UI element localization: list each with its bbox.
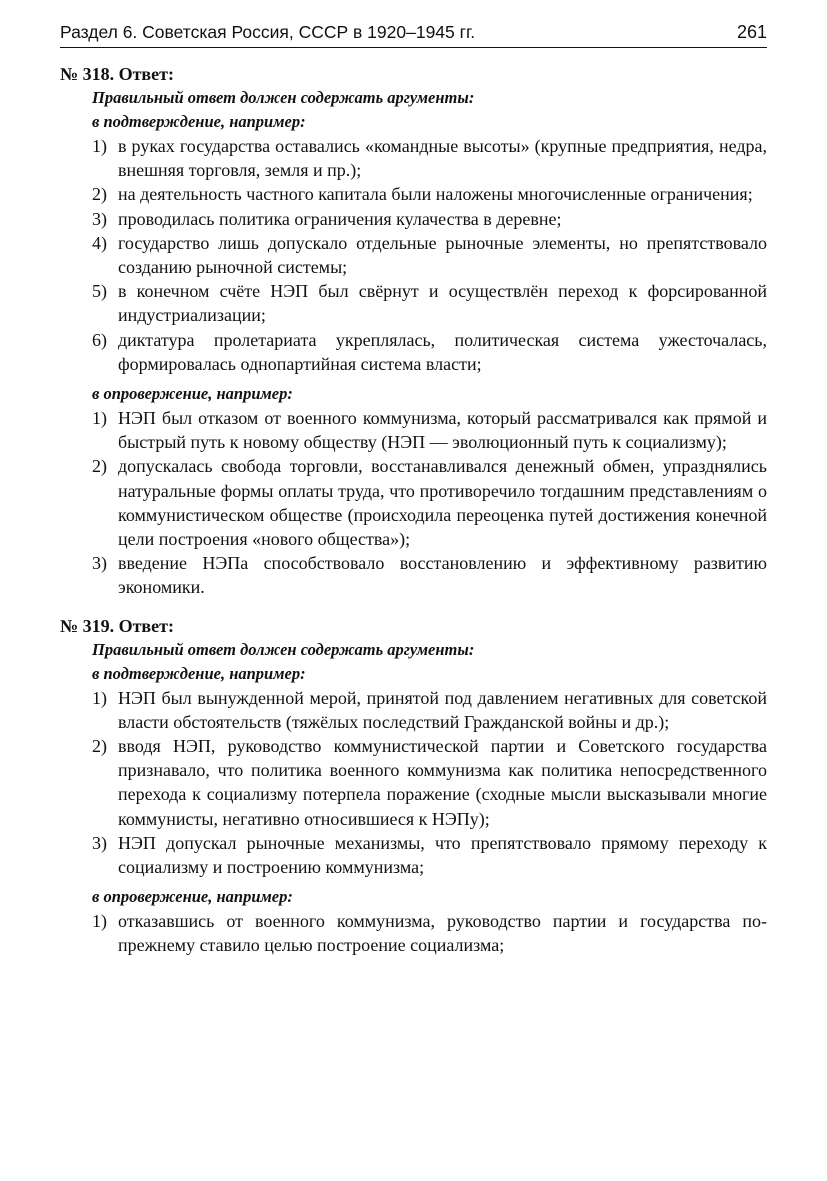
confirm-list <box>60 686 767 880</box>
list-item <box>92 686 767 734</box>
answer-intro: Правильный ответ должен содержать аргументы: <box>92 639 475 659</box>
item-number: 1) <box>92 408 107 429</box>
page-number: 261 <box>736 22 767 42</box>
item-number: 3) <box>92 832 107 853</box>
item-number: 3) <box>92 553 107 574</box>
list-item <box>92 734 767 831</box>
item-text: в руках государства оставались «командные высоты» (крупные предприятия, недра, внешняя торговля, земля и пр.); <box>118 136 767 181</box>
item-number: 3) <box>92 208 107 229</box>
list-item <box>92 909 767 957</box>
item-number: 1) <box>92 687 107 708</box>
answer-318 <box>60 62 767 600</box>
item-text: диктатура пролетариата укреплялась, политическая система ужесточалась, формировалась однопартийная система власти; <box>118 329 767 374</box>
confirm-label: в подтверждение, например: <box>92 663 306 683</box>
list-item <box>92 231 767 279</box>
item-text: НЭП допускал рыночные механизмы, что препятствовало прямому переходу к социализму и построению коммунизма; <box>118 832 767 878</box>
refute-label: в опровержение, например: <box>92 384 293 404</box>
item-number: 5) <box>92 281 107 302</box>
answer-title: № 319. Ответ: <box>60 615 174 636</box>
item-text: на деятельность частного капитала были наложены многочисленные ограничения; <box>118 184 753 205</box>
section-title: Раздел 6. Советская Россия, СССР в 1920–1945 гг. <box>60 22 476 42</box>
running-header <box>60 22 767 48</box>
item-number: 4) <box>92 232 107 253</box>
item-text: НЭП был отказом от военного коммунизма, который рассматривался как прямой и быстрый путь к новому обществу (НЭП — эволюционный путь к социализму); <box>118 408 767 453</box>
list-item <box>92 406 767 454</box>
list-item <box>92 279 767 327</box>
list-item <box>92 134 767 182</box>
list-item <box>92 182 767 206</box>
answer-title: № 318. Ответ: <box>60 64 174 84</box>
item-number: 2) <box>92 184 107 205</box>
list-item <box>92 328 767 376</box>
item-text: вводя НЭП, руководство коммунистической партии и Советского государства признавало, что политика военного коммунизма как политика непосредственного перехода к социализму потерпела поражение (сходные мысли высказывали многие коммунисты, негативно относившиеся к НЭПу); <box>118 736 767 829</box>
item-number: 1) <box>92 911 107 932</box>
item-number: 1) <box>92 136 107 156</box>
list-item <box>92 551 767 599</box>
item-number: 6) <box>92 329 107 350</box>
answer-intro: Правильный ответ должен содержать аргументы: <box>92 88 475 107</box>
item-text: отказавшись от военного коммунизма, руководство партии и государства по-прежнему ставило целью построение социализма; <box>118 911 767 956</box>
item-text: государство лишь допускало отдельные рыночные элементы, но препятствовало созданию рыночной системы; <box>118 232 767 278</box>
item-number: 2) <box>92 456 107 477</box>
list-item <box>92 207 767 231</box>
answer-319 <box>60 614 767 958</box>
item-text: проводилась политика ограничения кулачества в деревне; <box>118 208 562 229</box>
refute-label: в опровержение, например: <box>92 887 293 907</box>
item-text: в конечном счёте НЭП был свёрнут и осуществлён переход к форсированной индустриализации; <box>118 281 767 326</box>
confirm-list <box>60 134 767 376</box>
item-text: НЭП был вынужденной мерой, принятой под давлением негативных для советской власти обстоятельств (тяжёлых последствий Гражданской войны и др.); <box>118 687 767 732</box>
refute-list <box>60 909 767 957</box>
confirm-label: в подтверждение, например: <box>92 112 306 131</box>
refute-list <box>60 406 767 600</box>
list-item <box>92 831 767 879</box>
item-text: допускалась свобода торговли, восстанавливался денежный обмен, упразднялись натуральные формы оплаты труда, что противоречило тогдашним представлениям о коммунистическом обществе (происходила переоценка путей достижения конечной цели построения «нового общества»); <box>118 456 767 550</box>
item-text: введение НЭПа способствовало восстановлению и эффективному развитию экономики. <box>118 553 767 598</box>
list-item <box>92 454 767 551</box>
item-number: 2) <box>92 736 107 757</box>
